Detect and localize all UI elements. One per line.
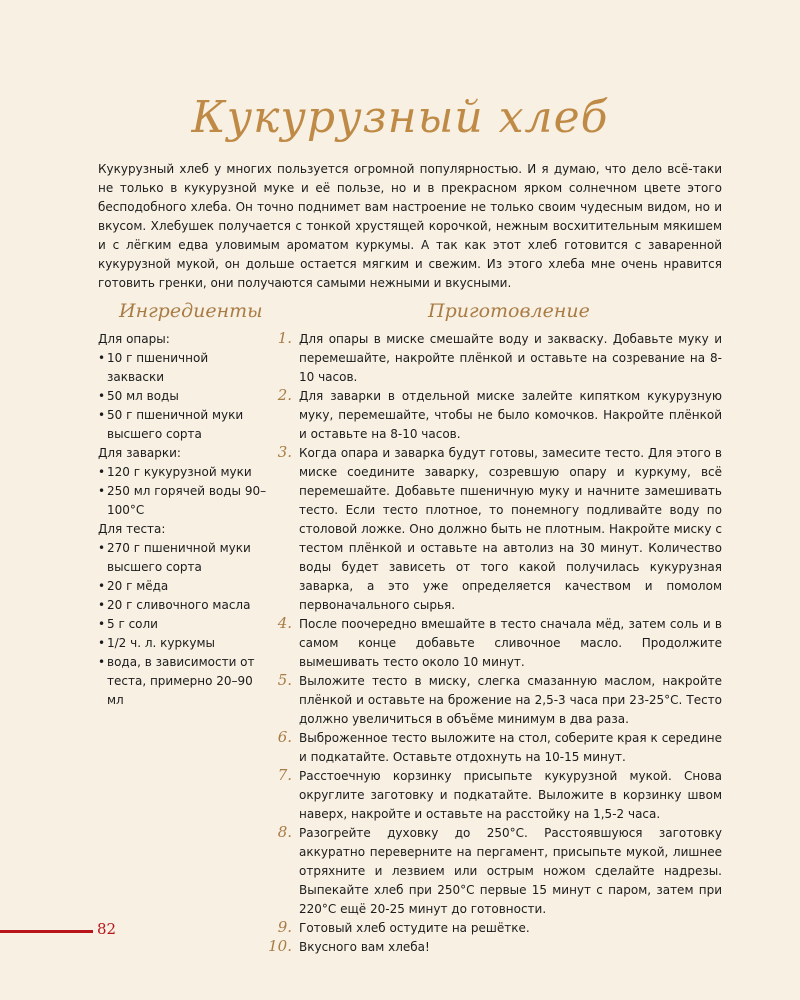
bullet: • (98, 408, 106, 422)
step (272, 672, 722, 729)
step (272, 615, 722, 672)
ingredient-item: • 50 г пшеничной муки высшего сорта (98, 408, 244, 441)
step (272, 330, 722, 387)
step-number: 10. (268, 937, 292, 955)
bullet: • (98, 351, 106, 365)
step-number: 9. (277, 918, 292, 936)
bullet: • (98, 655, 106, 669)
step-number: 6. (277, 728, 292, 746)
step (272, 767, 722, 824)
ingredient-item: • 20 г мёда (98, 577, 268, 596)
page-number-rule (0, 930, 93, 933)
step-text: Разогрейте духовку до 250°С. Расстоявшуюся заготовку аккуратно переверните на пергамент, присыпьте мукой, лишнее отряхните и лезвием или острым ножом сделайте надрезы. Выпекайте хлеб при 250°С первые 15 минут с паром, затем при 220°С ещё 20-25 минут до готовности. (299, 826, 722, 916)
step-number: 2. (277, 386, 292, 404)
ingredient-group (98, 444, 268, 520)
step-text: Вкусного вам хлеба! (299, 940, 430, 954)
step-text: Выброженное тесто выложите на стол, соберите края к середине и подкатайте. Оставьте отдохнуть на 10-15 минут. (299, 731, 722, 764)
preparation-steps (268, 329, 722, 957)
ingredient-item: • 20 г сливочного масла (98, 596, 268, 615)
bullet: • (98, 579, 106, 593)
bullet: • (98, 617, 106, 631)
ingredient-group-label: Для опары: (98, 332, 170, 346)
step-text: Выложите тесто в миску, слегка смазанную маслом, накройте плёнкой и оставьте на брожение на 2,5-3 часа при 23-25°С. Тесто должно увеличиться в объёме минимум в два раза. (299, 674, 722, 726)
bullet: • (98, 484, 106, 498)
ingredient-item: • 250 мл горячей воды 90–100°С (98, 484, 267, 517)
step-number: 5. (277, 671, 292, 689)
step-text: Готовый хлеб остудите на решётке. (299, 921, 530, 935)
ingredient-item: • 270 г пшеничной муки высшего сорта (98, 541, 251, 574)
bullet: • (98, 465, 106, 479)
intro-paragraph: Кукурузный хлеб у многих пользуется огромной популярностью. И я думаю, что дело всё-таки не только в кукурузной муке и её пользе, но и в прекрасном ярком солнечном цвете этого бесподобного хлеба. Он точно поднимет вам настроение не только своим чудесным видом, но и вкусом. Хлебушек получается с тонкой хрустящей корочкой, нежным восхитительным мякишем и с лёгким едва уловимым ароматом куркумы. А так как этот хлеб готовится с заваренной кукурузной мукой, он дольше остается мягким и свежим. Из этого хлеба мне очень нравится готовить гренки, они получаются самыми нежными и вкусными. (98, 162, 722, 290)
ingredients-heading: Ингредиенты (119, 300, 263, 322)
step-text: Для опары в миске смешайте воду и закваску. Добавьте муку и перемешайте, накройте плёнкой и оставьте на созревание на 8-10 часов. (299, 332, 722, 384)
ingredient-item: • 5 г соли (98, 615, 268, 634)
step-number: 7. (277, 766, 292, 784)
ingredient-item: • 50 мл воды (98, 387, 268, 406)
ingredient-group-label: Для теста: (98, 522, 166, 536)
step (272, 729, 722, 767)
step-text: После поочередно вмешайте в тесто сначала мёд, затем соль и в самом конце добавьте сливочное масло. Продолжите вымешивать тесто около 10 минут. (299, 617, 722, 669)
step (272, 824, 722, 919)
step-number: 4. (277, 614, 292, 632)
step-number: 1. (277, 329, 292, 347)
preparation-heading: Приготовление (428, 300, 590, 322)
ingredient-item: • 10 г пшеничной закваски (98, 351, 209, 384)
ingredient-group (98, 520, 268, 710)
ingredient-item: • 120 г кукурузной муки (98, 463, 268, 482)
step (268, 937, 722, 957)
ingredient-item: • 1/2 ч. л. куркумы (98, 634, 268, 653)
bullet: • (98, 389, 106, 403)
bullet: • (98, 598, 106, 612)
ingredient-item: • вода, в зависимости от теста, примерно 20–90 мл (98, 655, 255, 707)
ingredients-list (98, 330, 268, 710)
step (272, 444, 722, 615)
step-text: Когда опара и заварка будут готовы, замесите тесто. Для этого в миске соедините заварку, созревшую опару и куркуму, всё перемешайте. Добавьте пшеничную муку и начните замешивать тесто. Если тесто плотное, то понемногу подливайте воду по столовой ложке. Оно должно быть не плотным. Накройте миску с тестом плёнкой и оставьте на автолиз на 30 минут. Количество воды будет зависеть от того какой получилась кукурузная заварка, а это уже определяется качеством и помолом первоначального сырья. (299, 446, 722, 612)
step-number: 8. (277, 823, 292, 841)
page-title: Кукурузный хлеб (191, 92, 609, 143)
bullet: • (98, 541, 106, 555)
step-text: Расстоечную корзинку присыпьте кукурузной мукой. Снова округлите заготовку и подкатайте. Выложите в корзинку швом наверх, накройте и оставьте на расстойку на 1,5-2 часа. (299, 769, 722, 821)
step (272, 919, 722, 938)
ingredient-group-label: Для заварки: (98, 446, 181, 460)
step-number: 3. (277, 443, 292, 461)
bullet: • (98, 636, 106, 650)
step (272, 387, 722, 444)
page-number: 82 (97, 920, 117, 938)
ingredient-group (98, 330, 268, 444)
step-text: Для заварки в отдельной миске залейте кипятком кукурузную муку, перемешайте, чтобы не было комочков. Накройте плёнкой и оставьте на 8-10 часов. (299, 389, 722, 441)
